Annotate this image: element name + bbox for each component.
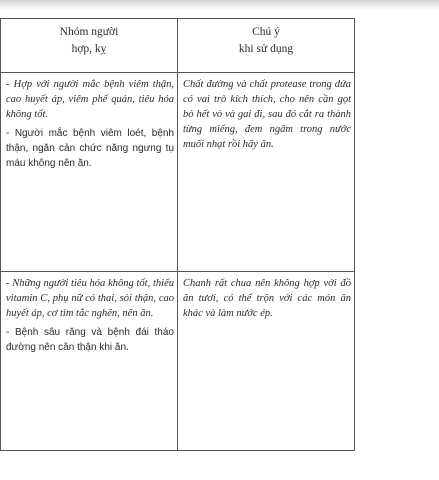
lemon-notes-cell xyxy=(178,272,355,451)
paragraph: - Người mắc bệnh viêm loét, bệnh thận, ngăn cản chức năng ngưng tụ máu không nên ăn. xyxy=(6,128,174,169)
table-row xyxy=(1,73,355,272)
header-label: Chú ý khi sử dụng xyxy=(238,26,294,55)
header-suitable-group xyxy=(1,19,178,73)
paragraph: - Những người tiêu hóa không tốt, thiếu vitamin C, phụ nữ có thai, sỏi thận, cao huyết áp, cơ tim tắc nghẽn, nên ăn. xyxy=(6,278,174,319)
table-header-row xyxy=(1,19,355,73)
header-label: Nhóm người hợp, kỵ xyxy=(59,26,119,55)
table-row xyxy=(1,272,355,451)
pineapple-notes-cell xyxy=(178,73,355,272)
food-usage-table xyxy=(0,18,355,451)
paragraph: Chất đường và chất protease trong dứa có vai trò kích thích, cho nên cần gọt bỏ hết vỏ và gai đi, sau đó cắt ra thành từng miếng, đem ngâm trong nước muối nhạt rồi hãy ăn. xyxy=(183,79,351,150)
scan-top-shadow xyxy=(0,0,439,10)
paragraph: - Bệnh sâu răng và bệnh đái tháo đường nên cân thận khi ăn. xyxy=(6,327,174,353)
paragraph: - Hợp với người mắc bệnh viêm thận, cao huyết áp, viêm phế quản, tiêu hóa không tốt. xyxy=(6,79,174,120)
paragraph: Chanh rất chua nên không hợp với đồ ăn tươi, có thể trộn với các món ăn khác và làm nước ép. xyxy=(183,278,351,319)
lemon-groups-cell xyxy=(1,272,178,451)
pineapple-groups-cell xyxy=(1,73,178,272)
header-usage-notes xyxy=(178,19,355,73)
